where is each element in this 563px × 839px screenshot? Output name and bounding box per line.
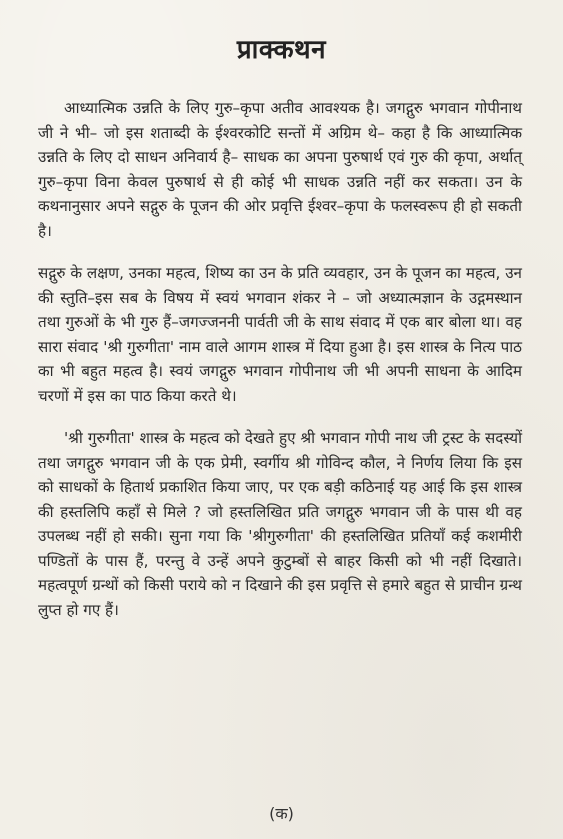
body-text <box>38 96 522 622</box>
paragraph-2: सद्गुरु के लक्षण, उनका महत्व, शिष्य का उन के प्रति व्यवहार, उन के पूजन का महत्व, उन की स्तुति–इस सब के विषय में स्वयं भगवान शंकर ने – जो अध्यात्मज्ञान के उद्गमस्थान तथा गुरुओं के भी गुरु हैं–जगज्जननी पार्वती जी के साथ संवाद में एक बार बोला था। वह सारा संवाद 'श्री गुरुगीता' नाम वाले आगम शास्त्र में दिया हुआ है। इस शास्त्र के नित्य पाठ का भी बहुत महत्व है। स्वयं जगद्गुरु भगवान गोपीनाथ जी भी अपनी साधना के आदिम चरणों में इस का पाठ किया करते थे। <box>38 264 522 405</box>
paragraph-1: आध्यात्मिक उन्नति के लिए गुरु–कृपा अतीव आवश्यक है। जगद्गुरु भगवान गोपीनाथ जी ने भी– जो इस शताब्दी के ईश्वरकोटि सन्तों में अग्रिम थे– कहा है कि आध्यात्मिक उन्नति के लिए दो साधन अनिवार्य है– साधक का अपना पुरुषार्थ एवं गुरु की कृपा, अर्थात् गुरु–कृपा विना केवल पुरुषार्थ से ही कोई भी साधक उन्नति नहीं कर सकता। उन के कथनानुसार अपने सद्गुरु के पूजन की ओर प्रवृत्ति ईश्वर–कृपा के फलस्वरूप ही हो सकती है। <box>38 99 522 240</box>
page-title: प्राक्कथन <box>236 35 327 65</box>
paragraph-3: 'श्री गुरुगीता' शास्त्र के महत्व को देखते हुए श्री भगवान गोपी नाथ जी ट्रस्ट के सदस्यों तथा जगद्गुरु भगवान जी के एक प्रेमी, स्वर्गीय श्री गोविन्द कौल, ने निर्णय लिया कि इस को साधकों के हितार्थ प्रकाशित किया जाए, पर एक बड़ी कठिनाई यह आई कि इस शास्त्र की हस्तलिपि कहाँ से मिले ? जो हस्तलिखित प्रति जगद्गुरु भगवान जी के पास थी वह उपलब्ध नहीं हो सकी। सुना गया कि 'श्रीगुरुगीता' की हस्तलिखित प्रतियाँ कई कशमीरी पण्डितों के पास हैं, परन्तु वे उन्हें अपने कुटुम्बों से बाहर किसी को भी नहीं दिखाते। महत्वपूर्ण ग्रन्थों को किसी पराये को न दिखाने की इस प्रवृत्ति से हमारे बहुत से प्राचीन ग्रन्थ लुप्त हो गए हैं। <box>38 429 522 619</box>
page-number: (क) <box>269 804 294 823</box>
